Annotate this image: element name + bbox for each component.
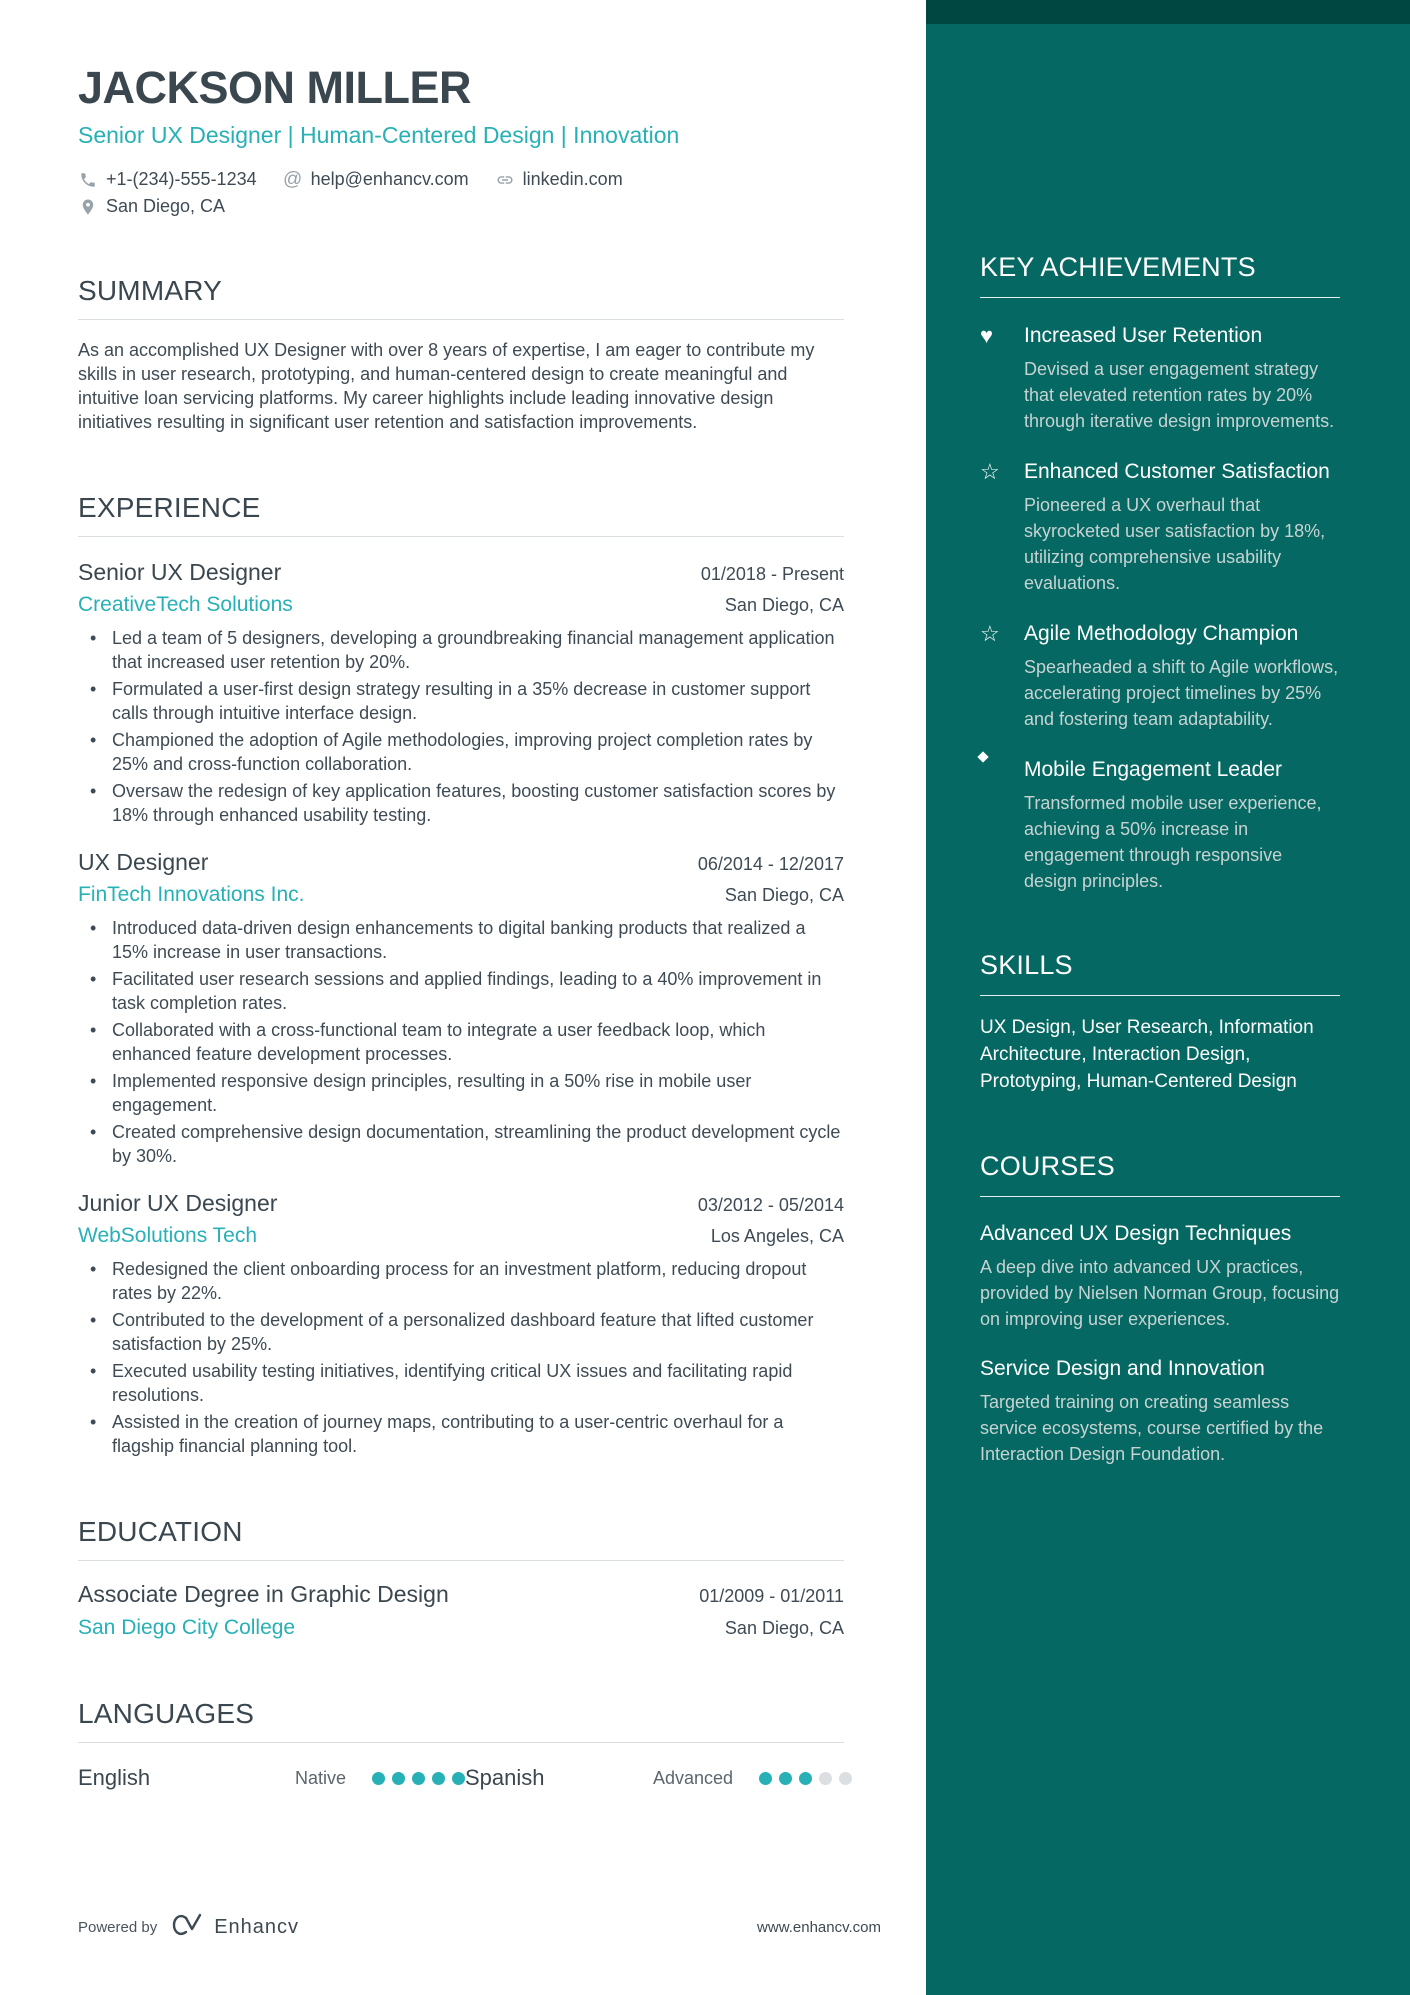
language-name: English bbox=[78, 1765, 151, 1790]
language-level: Advanced bbox=[652, 1767, 733, 1788]
person-name: JACKSON MILLER bbox=[78, 62, 472, 113]
job-location: Los Angeles, CA bbox=[710, 1226, 844, 1246]
course-text: Targeted training on creating seamless service ecosystems, course certified by the Interaction Design Foundation. bbox=[980, 1392, 1324, 1464]
job-bullet: • Collaborated with a cross-functional team to integrate a user feedback loop, which enhanced feature development processes. bbox=[78, 1018, 844, 1066]
dot-empty bbox=[819, 1772, 832, 1785]
headline: Senior UX Designer | Human-Centered Design | Innovation bbox=[78, 122, 680, 148]
education-section bbox=[78, 1516, 844, 1640]
contact-item[interactable] bbox=[495, 169, 623, 190]
achievement-item bbox=[980, 458, 1340, 596]
contact-item bbox=[78, 169, 257, 190]
link-icon bbox=[495, 170, 515, 190]
experience-heading: EXPERIENCE bbox=[78, 492, 844, 537]
job-bullet: • Contributed to the development of a personalized dashboard feature that lifted customer satisfaction by 25%. bbox=[78, 1308, 844, 1356]
achievement-title: Mobile Engagement Leader bbox=[1024, 758, 1283, 781]
job-entry bbox=[78, 849, 844, 1168]
job-bullet: • Created comprehensive design documentation, streamlining the product development cycle by 30%. bbox=[78, 1120, 844, 1168]
job-company: CreativeTech Solutions bbox=[78, 593, 293, 616]
job-title: UX Designer bbox=[78, 849, 209, 875]
education-entry bbox=[78, 1581, 844, 1640]
dot-filled bbox=[432, 1772, 445, 1785]
achievement-text: Devised a user engagement strategy that elevated retention rates by 20% through iterative design improvements. bbox=[1024, 359, 1335, 431]
page-footer bbox=[78, 1912, 881, 1943]
job-bullet: • Formulated a user-first design strategy resulting in a 35% decrease in customer support calls through intuitive interface design. bbox=[78, 677, 844, 725]
skills-heading: SKILLS bbox=[980, 950, 1340, 996]
pin-icon bbox=[78, 197, 98, 217]
job-bullet: • Assisted in the creation of journey maps, contributing to a user-centric overhaul for a flagship financial planning tool. bbox=[78, 1410, 844, 1458]
contact-text: San Diego, CA bbox=[106, 196, 226, 216]
at-icon: @ bbox=[282, 168, 303, 190]
job-bullet: • Facilitated user research sessions and applied findings, leading to a 40% improvement in task completion rates. bbox=[78, 967, 844, 1015]
location-row bbox=[78, 196, 844, 217]
job-company: FinTech Innovations Inc. bbox=[78, 883, 305, 906]
achievement-item bbox=[980, 322, 1340, 434]
dot-filled bbox=[779, 1772, 792, 1785]
experience-section bbox=[78, 492, 844, 1458]
language-proficiency-dots bbox=[372, 1772, 465, 1785]
powered-by-label: Powered by bbox=[78, 1919, 158, 1936]
job-bullets bbox=[78, 1257, 844, 1458]
language-item bbox=[78, 1765, 465, 1791]
skills-text: UX Design, User Research, Information Architecture, Interaction Design, Prototyping, Human-Centered Design bbox=[980, 1017, 1314, 1092]
dot-filled bbox=[799, 1772, 812, 1785]
achievement-text: Spearheaded a shift to Agile workflows, accelerating project timelines by 25% and fostering team adaptability. bbox=[1024, 657, 1339, 729]
education-location: San Diego, CA bbox=[724, 1618, 844, 1638]
contact-text: +1-(234)-555-1234 bbox=[106, 169, 257, 189]
courses-heading: COURSES bbox=[980, 1151, 1340, 1197]
job-dates: 01/2018 - Present bbox=[700, 564, 844, 584]
achievement-text: Transformed mobile user experience, achieving a 50% increase in engagement through responsive design principles. bbox=[1024, 793, 1322, 891]
job-entry bbox=[78, 559, 844, 827]
job-bullet: • Implemented responsive design principles, resulting in a 50% rise in mobile user engagement. bbox=[78, 1069, 844, 1117]
dot-filled bbox=[412, 1772, 425, 1785]
course-title: Service Design and Innovation bbox=[980, 1357, 1265, 1380]
skills-section bbox=[980, 950, 1340, 1095]
contact-row bbox=[78, 169, 844, 190]
degree-title: Associate Degree in Graphic Design bbox=[78, 1581, 449, 1607]
job-company: WebSolutions Tech bbox=[78, 1224, 258, 1247]
achievement-text: Pioneered a UX overhaul that skyrocketed user satisfaction by 18%, utilizing comprehensive usability evaluations. bbox=[1024, 495, 1326, 593]
website-link[interactable]: www.enhancv.com bbox=[757, 1919, 881, 1936]
job-bullet: • Championed the adoption of Agile methodologies, improving project completion rates by 25% and cross-function collaboration. bbox=[78, 728, 844, 776]
contact-item bbox=[78, 196, 225, 217]
education-dates: 01/2009 - 01/2011 bbox=[699, 1586, 844, 1606]
school-name: San Diego City College bbox=[78, 1616, 296, 1639]
language-proficiency-dots bbox=[759, 1772, 852, 1785]
courses-section bbox=[980, 1151, 1340, 1467]
dot-filled bbox=[392, 1772, 405, 1785]
language-list bbox=[78, 1765, 844, 1791]
achievements-section bbox=[980, 252, 1340, 894]
achievement-item bbox=[980, 620, 1340, 732]
sidebar bbox=[926, 0, 1410, 1995]
contact-text: linkedin.com bbox=[522, 169, 623, 189]
resume-header bbox=[78, 62, 844, 217]
languages-heading: LANGUAGES bbox=[78, 1698, 844, 1743]
course-list bbox=[980, 1219, 1340, 1467]
job-title: Junior UX Designer bbox=[78, 1190, 278, 1216]
course-title: Advanced UX Design Techniques bbox=[980, 1222, 1292, 1245]
language-name: Spanish bbox=[465, 1765, 545, 1790]
achievement-title: Enhanced Customer Satisfaction bbox=[1024, 460, 1330, 483]
heart-icon: ♥ bbox=[980, 323, 994, 348]
job-dates: 03/2012 - 05/2014 bbox=[697, 1195, 844, 1215]
job-title: Senior UX Designer bbox=[78, 559, 282, 585]
star-icon: ☆ bbox=[980, 459, 1000, 484]
dot-filled bbox=[452, 1772, 465, 1785]
achievement-list bbox=[980, 322, 1340, 894]
language-item bbox=[465, 1765, 852, 1791]
summary-text: As an accomplished UX Designer with over 8 years of expertise, I am eager to contribute my skills in user research, prototyping, and human-centered design to create meaningful and intuitive loan servicing platforms. My career highlights include leading innovative design initiatives resulting in significant user retention and satisfaction improvements. bbox=[78, 340, 815, 432]
dot-filled bbox=[372, 1772, 385, 1785]
education-heading: EDUCATION bbox=[78, 1516, 844, 1561]
contact-info bbox=[78, 169, 844, 217]
job-bullets bbox=[78, 626, 844, 827]
job-bullet: • Introduced data-driven design enhancements to digital banking products that realized a 15% increase in user transactions. bbox=[78, 916, 844, 964]
achievement-title: Increased User Retention bbox=[1024, 324, 1263, 347]
course-text: A deep dive into advanced UX practices, provided by Nielsen Norman Group, focusing on improving user experiences. bbox=[980, 1257, 1340, 1329]
job-entry bbox=[78, 1190, 844, 1458]
contact-item[interactable] bbox=[283, 169, 469, 190]
dot-filled bbox=[759, 1772, 772, 1785]
star-icon: ☆ bbox=[980, 621, 1000, 646]
job-bullet: • Oversaw the redesign of key application features, boosting customer satisfaction scores by 18% through enhanced usability testing. bbox=[78, 779, 844, 827]
job-list bbox=[78, 559, 844, 1458]
achievement-title: Agile Methodology Champion bbox=[1024, 622, 1299, 645]
contact-text: help@enhancv.com bbox=[310, 169, 469, 189]
achievement-item bbox=[980, 756, 1340, 894]
job-dates: 06/2014 - 12/2017 bbox=[697, 854, 844, 874]
summary-section bbox=[78, 275, 844, 434]
sidebar-top-strip bbox=[926, 0, 1410, 24]
course-item bbox=[980, 1354, 1340, 1467]
achievements-heading: KEY ACHIEVEMENTS bbox=[980, 252, 1340, 298]
language-level: Native bbox=[294, 1767, 346, 1788]
enhancv-brand bbox=[171, 1912, 299, 1943]
summary-heading: SUMMARY bbox=[78, 275, 844, 320]
languages-section bbox=[78, 1698, 844, 1791]
phone-icon bbox=[78, 170, 98, 190]
course-item bbox=[980, 1219, 1340, 1332]
job-bullets bbox=[78, 916, 844, 1168]
job-bullet: • Redesigned the client onboarding process for an investment platform, reducing dropout rates by 22%. bbox=[78, 1257, 844, 1305]
enhancv-logo-icon bbox=[171, 1912, 205, 1943]
job-location: San Diego, CA bbox=[724, 885, 844, 905]
brand-name: Enhancv bbox=[214, 1916, 300, 1938]
dot-empty bbox=[839, 1772, 852, 1785]
job-location: San Diego, CA bbox=[724, 595, 844, 615]
job-bullet: • Led a team of 5 designers, developing a groundbreaking financial management application that increased user retention by 20%. bbox=[78, 626, 844, 674]
job-bullet: • Executed usability testing initiatives, identifying critical UX issues and facilitating rapid resolutions. bbox=[78, 1359, 844, 1407]
head-icon bbox=[980, 756, 1024, 894]
